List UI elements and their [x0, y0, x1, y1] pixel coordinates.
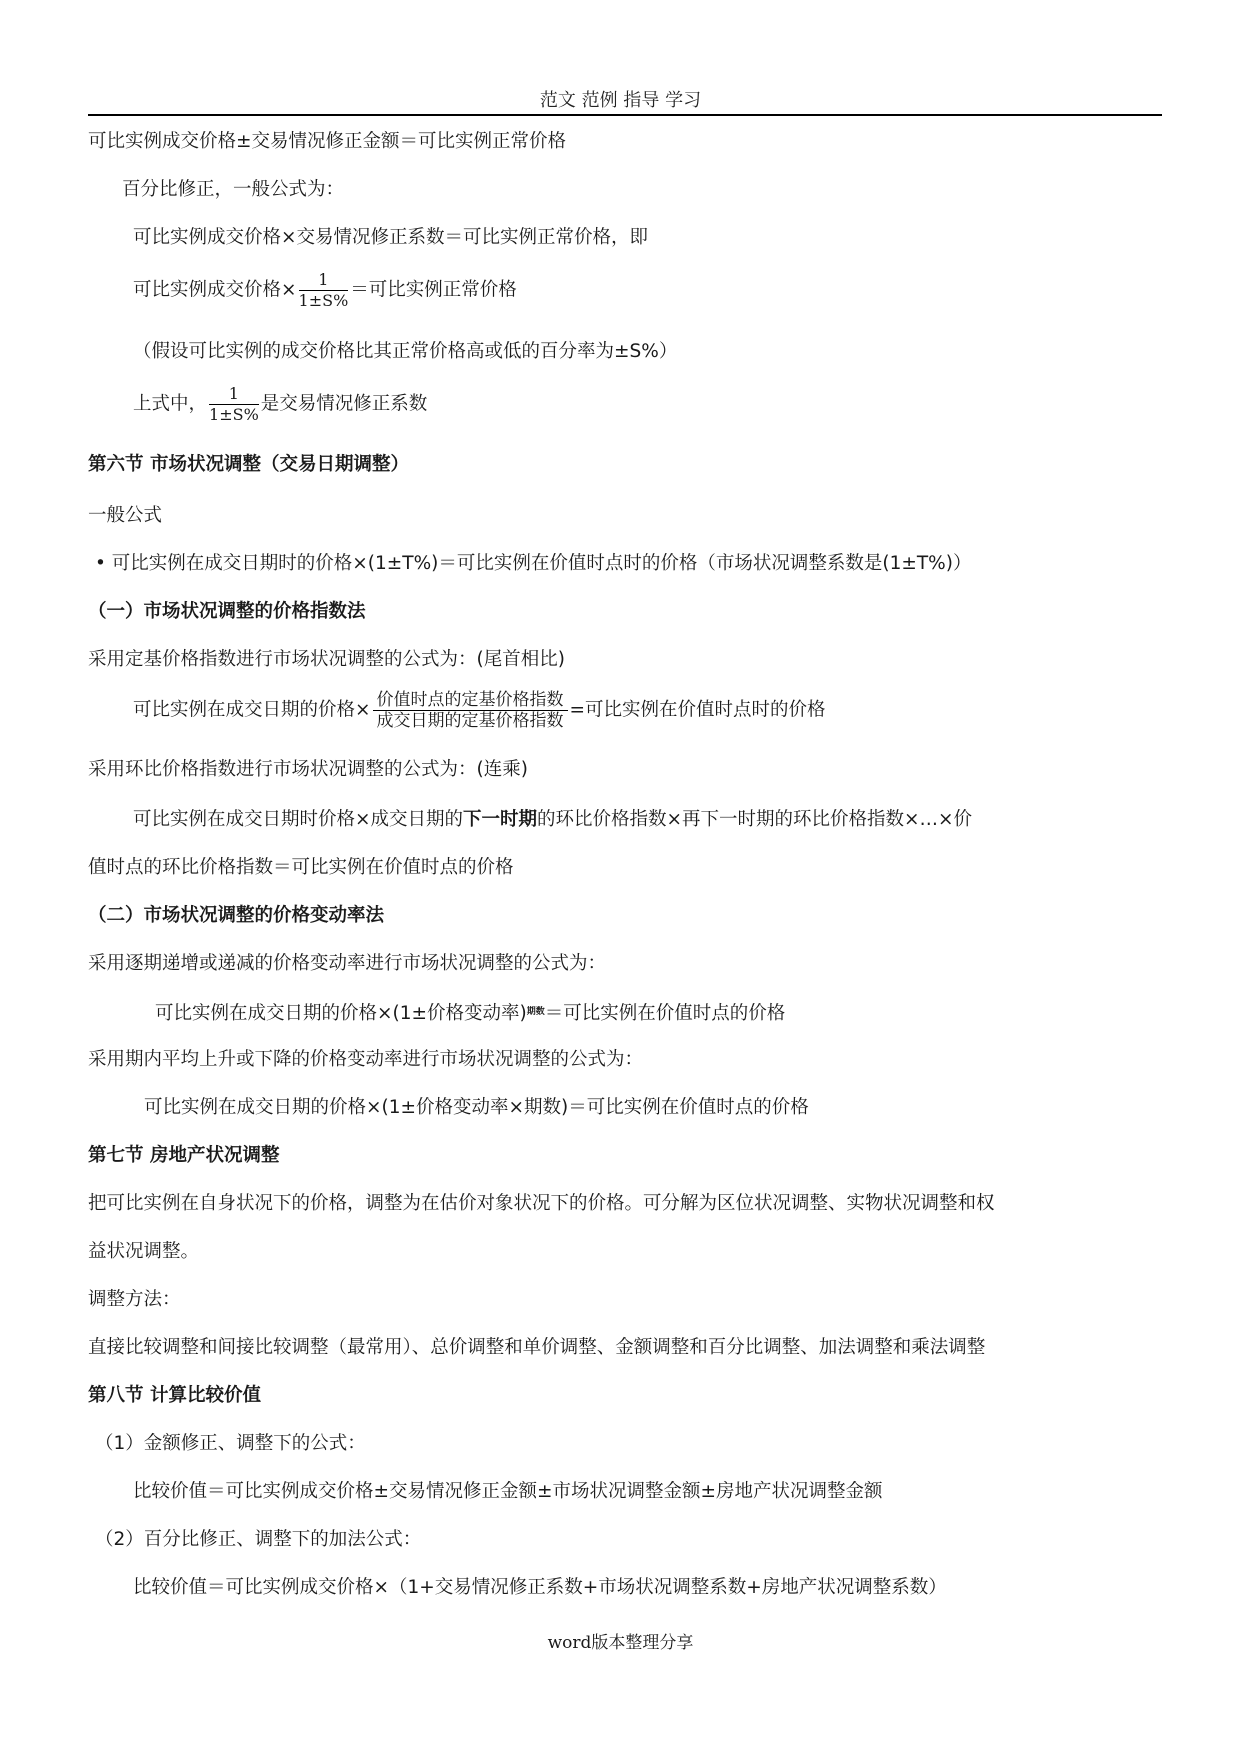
formula-text: 可比实例在成交日期的价格×(1±价格变动率): [155, 1003, 527, 1024]
exponent-label: 期数: [526, 1007, 545, 1017]
paragraph-line: 直接比较调整和间接比较调整（最常用）、总价调整和单价调整、金额调整和百分比调整、加法调整和乘法调整: [88, 1337, 986, 1358]
formula-text: ＝可比实例在价值时点的价格: [544, 1003, 786, 1024]
formula-text: 的环比价格指数×再下一时期的环比价格指数×…×价: [537, 809, 973, 830]
formula-with-fraction: [133, 270, 517, 311]
section-heading: 第六节 市场状况调整（交易日期调整）: [88, 454, 409, 475]
formula-line: [155, 1000, 785, 1026]
header-rule: [88, 114, 1162, 116]
fraction-denominator: 1±S%: [298, 291, 349, 310]
fraction: [299, 270, 349, 311]
formula-text: =可比实例在价值时点时的价格: [569, 699, 826, 721]
page-footer: word版本整理分享: [547, 1633, 694, 1653]
fraction-numerator: 1: [209, 384, 259, 405]
fraction: [209, 384, 259, 425]
text-line: 采用期内平均上升或下降的价格变动率进行市场状况调整的公式为：: [88, 1049, 644, 1070]
bullet-line: • 可比实例在成交日期时的价格×(1±T%)＝可比实例在价值时点时的价格（市场状况调整系数是(1±T%)）: [95, 553, 972, 574]
fraction: [373, 690, 568, 731]
formula-line: 可比实例成交价格×交易情况修正系数＝可比实例正常价格，即: [133, 227, 649, 248]
text-line: 采用定基价格指数进行市场状况调整的公式为：(尾首相比): [88, 649, 565, 670]
formula-text: 可比实例成交价格×: [133, 279, 297, 301]
bold-term: 下一时期: [463, 809, 538, 830]
formula-with-fraction: [133, 384, 427, 425]
text-line: 百分比修正，一般公式为：: [122, 179, 345, 200]
fraction-numerator: 1: [299, 270, 349, 291]
text-line: （1）金额修正、调整下的公式：: [95, 1433, 366, 1454]
fraction-denominator: 成交日期的定基价格指数: [376, 711, 564, 731]
formula-text: 上式中，: [133, 393, 208, 415]
formula-text: ＝可比实例正常价格: [350, 279, 517, 301]
formula-line: 值时点的环比价格指数＝可比实例在价值时点的价格: [88, 857, 514, 878]
note-line: （假设可比实例的成交价格比其正常价格高或低的百分率为±S%）: [133, 341, 678, 362]
text-line: 调整方法：: [88, 1289, 181, 1310]
text-line: 采用逐期递增或递减的价格变动率进行市场状况调整的公式为：: [88, 953, 607, 974]
formula-text: 是交易情况修正系数: [260, 393, 428, 415]
fraction-numerator: 价值时点的定基价格指数: [373, 690, 568, 711]
formula-line: 比较价值＝可比实例成交价格±交易情况修正金额±市场状况调整金额±房地产状况调整金额: [133, 1481, 883, 1502]
section-heading: 第七节 房地产状况调整: [88, 1145, 280, 1166]
paragraph-line: 益状况调整。: [88, 1241, 200, 1262]
formula-text: 可比实例在成交日期时价格×成交日期的: [133, 809, 464, 830]
formula-line: 可比实例成交价格±交易情况修正金额＝可比实例正常价格: [88, 131, 567, 152]
subsection-heading: （一）市场状况调整的价格指数法: [88, 601, 366, 622]
text-line: 采用环比价格指数进行市场状况调整的公式为：(连乘): [88, 759, 528, 780]
formula-text: 可比实例在成交日期的价格×: [133, 699, 371, 721]
formula-line: 比较价值＝可比实例成交价格×（1+交易情况修正系数+市场状况调整系数+房地产状况调整系数）: [133, 1577, 947, 1598]
text-line: 一般公式: [88, 505, 163, 526]
page-header: 范文 范例 指导 学习: [539, 90, 702, 111]
formula-with-fraction: [133, 690, 826, 731]
formula-line: 可比实例在成交日期的价格×(1±价格变动率×期数)＝可比实例在价值时点的价格: [144, 1097, 809, 1118]
subsection-heading: （二）市场状况调整的价格变动率法: [88, 905, 385, 926]
section-heading: 第八节 计算比较价值: [88, 1385, 261, 1406]
text-line: （2）百分比修正、调整下的加法公式：: [95, 1529, 422, 1550]
paragraph-line: 把可比实例在自身状况下的价格，调整为在估价对象状况下的价格。可分解为区位状况调整、实物状况调整和权: [88, 1193, 995, 1214]
fraction-denominator: 1±S%: [209, 405, 259, 424]
formula-line: [133, 808, 972, 832]
